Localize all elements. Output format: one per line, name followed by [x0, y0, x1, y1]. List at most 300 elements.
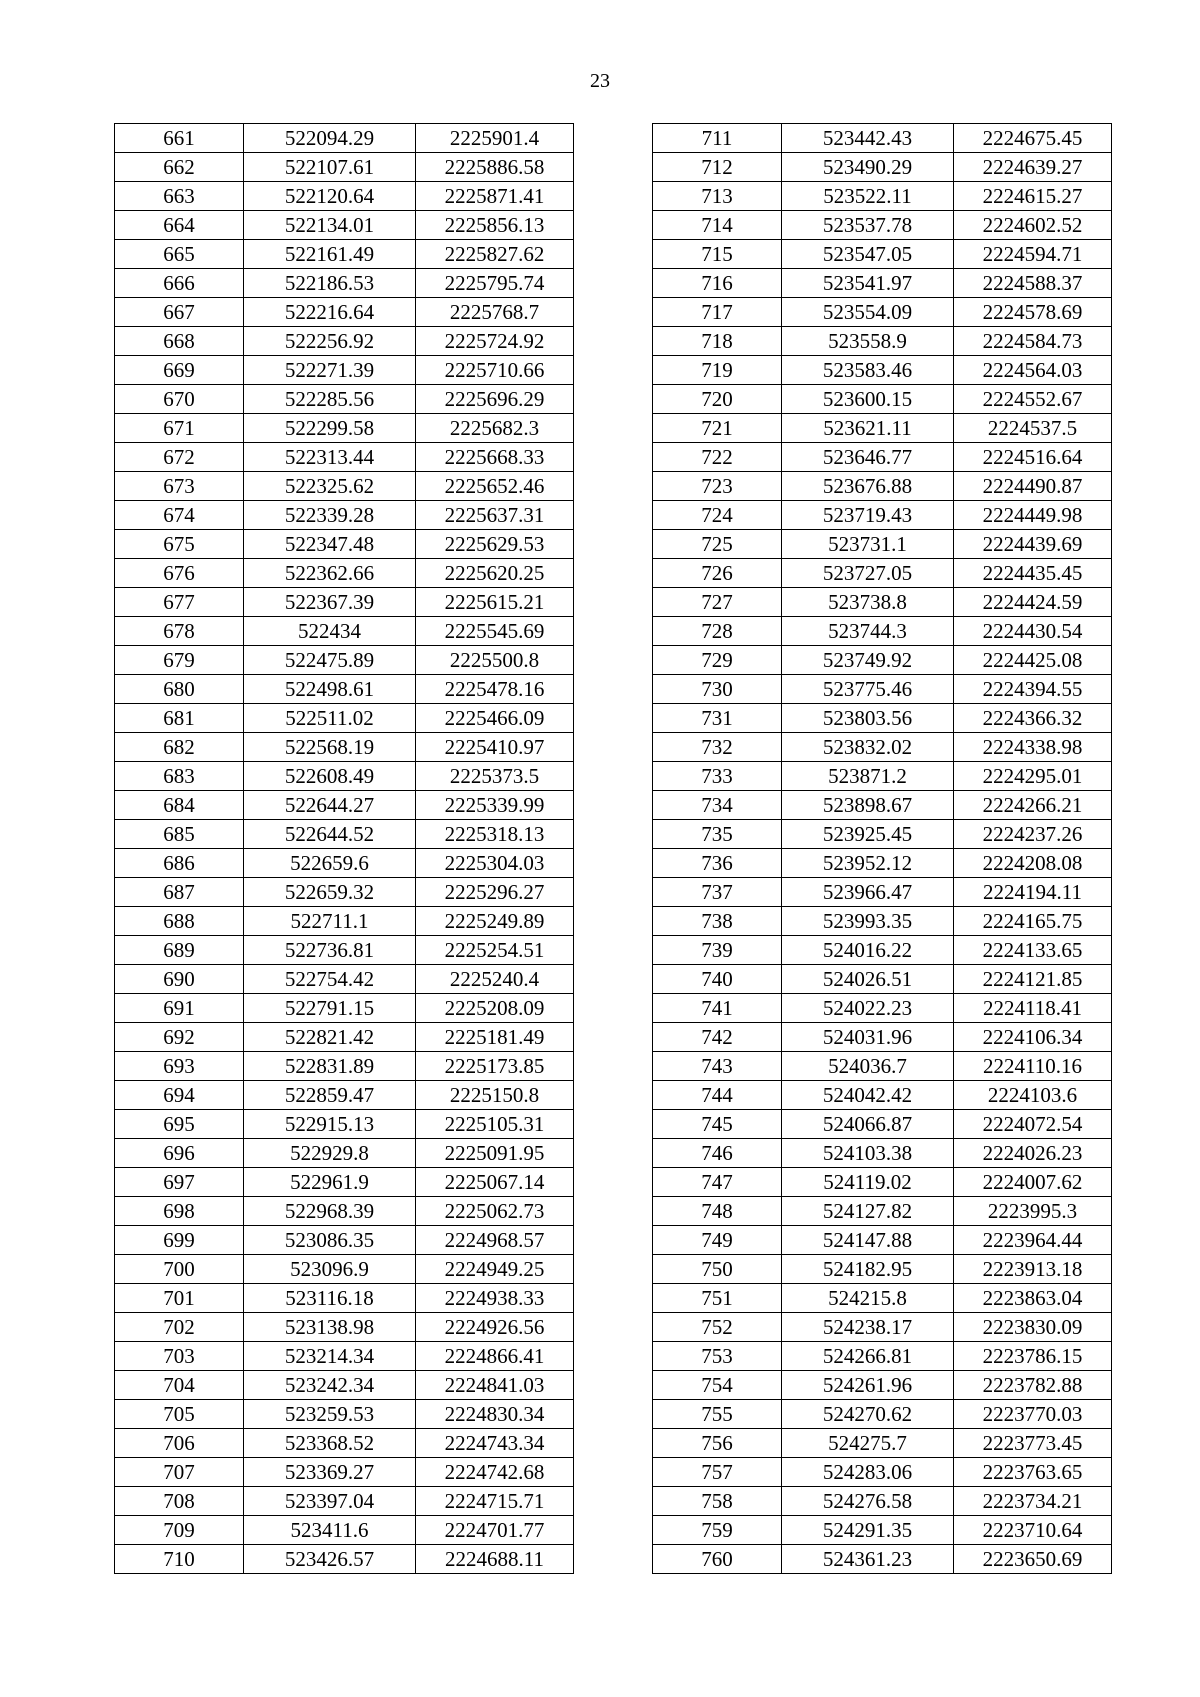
- y-coordinate-cell: 2225768.7: [416, 298, 574, 327]
- point-number-cell: 754: [653, 1371, 782, 1400]
- point-number-cell: 698: [115, 1197, 244, 1226]
- table-row: [653, 1458, 1112, 1487]
- table-row: [653, 1342, 1112, 1371]
- table-row: [653, 240, 1112, 269]
- y-coordinate-cell: 2224866.41: [416, 1342, 574, 1371]
- table-row: [115, 1284, 574, 1313]
- point-number-cell: 679: [115, 646, 244, 675]
- point-number-cell: 720: [653, 385, 782, 414]
- x-coordinate-cell: 523138.98: [244, 1313, 416, 1342]
- table-row: [115, 936, 574, 965]
- point-number-cell: 706: [115, 1429, 244, 1458]
- x-coordinate-cell: 522134.01: [244, 211, 416, 240]
- x-coordinate-cell: 522831.89: [244, 1052, 416, 1081]
- x-coordinate-cell: 523096.9: [244, 1255, 416, 1284]
- point-number-cell: 732: [653, 733, 782, 762]
- point-number-cell: 734: [653, 791, 782, 820]
- x-coordinate-cell: 523426.57: [244, 1545, 416, 1574]
- y-coordinate-cell: 2224266.21: [954, 791, 1112, 820]
- y-coordinate-cell: 2224072.54: [954, 1110, 1112, 1139]
- y-coordinate-cell: 2224602.52: [954, 211, 1112, 240]
- x-coordinate-cell: 523369.27: [244, 1458, 416, 1487]
- table-row: [653, 1400, 1112, 1429]
- point-number-cell: 675: [115, 530, 244, 559]
- point-number-cell: 727: [653, 588, 782, 617]
- x-coordinate-cell: 524031.96: [782, 1023, 954, 1052]
- point-number-cell: 693: [115, 1052, 244, 1081]
- x-coordinate-cell: 523646.77: [782, 443, 954, 472]
- x-coordinate-cell: 522325.62: [244, 472, 416, 501]
- x-coordinate-cell: 522968.39: [244, 1197, 416, 1226]
- point-number-cell: 715: [653, 240, 782, 269]
- table-row: [653, 820, 1112, 849]
- y-coordinate-cell: 2224552.67: [954, 385, 1112, 414]
- table-row: [653, 211, 1112, 240]
- x-coordinate-cell: 522256.92: [244, 327, 416, 356]
- y-coordinate-cell: 2225249.89: [416, 907, 574, 936]
- y-coordinate-cell: 2225339.99: [416, 791, 574, 820]
- y-coordinate-cell: 2224237.26: [954, 820, 1112, 849]
- table-row: [653, 1516, 1112, 1545]
- y-coordinate-cell: 2224968.57: [416, 1226, 574, 1255]
- point-number-cell: 678: [115, 617, 244, 646]
- table-row: [115, 1371, 574, 1400]
- point-number-cell: 743: [653, 1052, 782, 1081]
- point-number-cell: 709: [115, 1516, 244, 1545]
- x-coordinate-cell: 524270.62: [782, 1400, 954, 1429]
- x-coordinate-cell: 523731.1: [782, 530, 954, 559]
- x-coordinate-cell: 523871.2: [782, 762, 954, 791]
- x-coordinate-cell: 524276.58: [782, 1487, 954, 1516]
- y-coordinate-cell: 2224424.59: [954, 588, 1112, 617]
- table-row: [653, 443, 1112, 472]
- x-coordinate-cell: 524016.22: [782, 936, 954, 965]
- table-row: [115, 1458, 574, 1487]
- point-number-cell: 681: [115, 704, 244, 733]
- point-number-cell: 663: [115, 182, 244, 211]
- table-row: [115, 849, 574, 878]
- y-coordinate-cell: 2223782.88: [954, 1371, 1112, 1400]
- table-row: [653, 762, 1112, 791]
- y-coordinate-cell: 2224394.55: [954, 675, 1112, 704]
- y-coordinate-cell: 2224594.71: [954, 240, 1112, 269]
- point-number-cell: 666: [115, 269, 244, 298]
- point-number-cell: 742: [653, 1023, 782, 1052]
- table-row: [115, 1400, 574, 1429]
- y-coordinate-cell: 2224133.65: [954, 936, 1112, 965]
- x-coordinate-cell: 522711.1: [244, 907, 416, 936]
- y-coordinate-cell: 2223710.64: [954, 1516, 1112, 1545]
- table-row: [653, 298, 1112, 327]
- x-coordinate-cell: 524036.7: [782, 1052, 954, 1081]
- table-row: [653, 501, 1112, 530]
- table-row: [115, 820, 574, 849]
- y-coordinate-cell: 2225696.29: [416, 385, 574, 414]
- table-row: [115, 1023, 574, 1052]
- point-number-cell: 710: [115, 1545, 244, 1574]
- y-coordinate-cell: 2225254.51: [416, 936, 574, 965]
- table-row: [653, 1081, 1112, 1110]
- y-coordinate-cell: 2225150.8: [416, 1081, 574, 1110]
- y-coordinate-cell: 2224701.77: [416, 1516, 574, 1545]
- coordinate-table-right: [652, 123, 1112, 1574]
- x-coordinate-cell: 524182.95: [782, 1255, 954, 1284]
- point-number-cell: 692: [115, 1023, 244, 1052]
- table-row: [653, 530, 1112, 559]
- table-row: [115, 1429, 574, 1458]
- point-number-cell: 746: [653, 1139, 782, 1168]
- x-coordinate-cell: 522120.64: [244, 182, 416, 211]
- page-number: 23: [590, 70, 610, 92]
- x-coordinate-cell: 522299.58: [244, 414, 416, 443]
- x-coordinate-cell: 522313.44: [244, 443, 416, 472]
- y-coordinate-cell: 2225318.13: [416, 820, 574, 849]
- table-row: [653, 124, 1112, 153]
- y-coordinate-cell: 2224926.56: [416, 1313, 574, 1342]
- table-row: [653, 1487, 1112, 1516]
- y-coordinate-cell: 2224026.23: [954, 1139, 1112, 1168]
- y-coordinate-cell: 2224938.33: [416, 1284, 574, 1313]
- point-number-cell: 711: [653, 124, 782, 153]
- y-coordinate-cell: 2224830.34: [416, 1400, 574, 1429]
- point-number-cell: 683: [115, 762, 244, 791]
- table-row: [115, 124, 574, 153]
- y-coordinate-cell: 2225856.13: [416, 211, 574, 240]
- point-number-cell: 695: [115, 1110, 244, 1139]
- point-number-cell: 759: [653, 1516, 782, 1545]
- table-row: [115, 762, 574, 791]
- point-number-cell: 714: [653, 211, 782, 240]
- x-coordinate-cell: 522791.15: [244, 994, 416, 1023]
- table-row: [115, 1139, 574, 1168]
- table-row: [653, 617, 1112, 646]
- y-coordinate-cell: 2224121.85: [954, 965, 1112, 994]
- y-coordinate-cell: 2225181.49: [416, 1023, 574, 1052]
- point-number-cell: 760: [653, 1545, 782, 1574]
- table-row: [653, 1429, 1112, 1458]
- table-row: [653, 1255, 1112, 1284]
- point-number-cell: 680: [115, 675, 244, 704]
- x-coordinate-cell: 522511.02: [244, 704, 416, 733]
- y-coordinate-cell: 2224165.75: [954, 907, 1112, 936]
- y-coordinate-cell: 2224106.34: [954, 1023, 1112, 1052]
- y-coordinate-cell: 2224949.25: [416, 1255, 574, 1284]
- table-row: [115, 1255, 574, 1284]
- y-coordinate-cell: 2223995.3: [954, 1197, 1112, 1226]
- y-coordinate-cell: 2224715.71: [416, 1487, 574, 1516]
- point-number-cell: 750: [653, 1255, 782, 1284]
- x-coordinate-cell: 523676.88: [782, 472, 954, 501]
- point-number-cell: 722: [653, 443, 782, 472]
- y-coordinate-cell: 2225620.25: [416, 559, 574, 588]
- x-coordinate-cell: 522859.47: [244, 1081, 416, 1110]
- point-number-cell: 741: [653, 994, 782, 1023]
- x-coordinate-cell: 523558.9: [782, 327, 954, 356]
- y-coordinate-cell: 2224490.87: [954, 472, 1112, 501]
- y-coordinate-cell: 2225091.95: [416, 1139, 574, 1168]
- y-coordinate-cell: 2224449.98: [954, 501, 1112, 530]
- point-number-cell: 756: [653, 1429, 782, 1458]
- x-coordinate-cell: 522644.27: [244, 791, 416, 820]
- y-coordinate-cell: 2225067.14: [416, 1168, 574, 1197]
- x-coordinate-cell: 523744.3: [782, 617, 954, 646]
- point-number-cell: 728: [653, 617, 782, 646]
- point-number-cell: 723: [653, 472, 782, 501]
- y-coordinate-cell: 2225173.85: [416, 1052, 574, 1081]
- table-row: [115, 733, 574, 762]
- y-coordinate-cell: 2225373.5: [416, 762, 574, 791]
- point-number-cell: 707: [115, 1458, 244, 1487]
- x-coordinate-cell: 523621.11: [782, 414, 954, 443]
- x-coordinate-cell: 524066.87: [782, 1110, 954, 1139]
- point-number-cell: 748: [653, 1197, 782, 1226]
- x-coordinate-cell: 523583.46: [782, 356, 954, 385]
- table-row: [653, 965, 1112, 994]
- y-coordinate-cell: 2225724.92: [416, 327, 574, 356]
- point-number-cell: 696: [115, 1139, 244, 1168]
- y-coordinate-cell: 2225795.74: [416, 269, 574, 298]
- x-coordinate-cell: 522094.29: [244, 124, 416, 153]
- point-number-cell: 749: [653, 1226, 782, 1255]
- table-row: [115, 240, 574, 269]
- table-row: [115, 1313, 574, 1342]
- x-coordinate-cell: 522821.42: [244, 1023, 416, 1052]
- y-coordinate-cell: 2224118.41: [954, 994, 1112, 1023]
- table-row: [115, 327, 574, 356]
- x-coordinate-cell: 522339.28: [244, 501, 416, 530]
- y-coordinate-cell: 2225668.33: [416, 443, 574, 472]
- y-coordinate-cell: 2225208.09: [416, 994, 574, 1023]
- x-coordinate-cell: 522285.56: [244, 385, 416, 414]
- point-number-cell: 725: [653, 530, 782, 559]
- point-number-cell: 684: [115, 791, 244, 820]
- y-coordinate-cell: 2224841.03: [416, 1371, 574, 1400]
- y-coordinate-cell: 2223863.04: [954, 1284, 1112, 1313]
- x-coordinate-cell: 523537.78: [782, 211, 954, 240]
- x-coordinate-cell: 524275.7: [782, 1429, 954, 1458]
- point-number-cell: 697: [115, 1168, 244, 1197]
- table-row: [653, 327, 1112, 356]
- y-coordinate-cell: 2224639.27: [954, 153, 1112, 182]
- point-number-cell: 699: [115, 1226, 244, 1255]
- y-coordinate-cell: 2225062.73: [416, 1197, 574, 1226]
- x-coordinate-cell: 522271.39: [244, 356, 416, 385]
- y-coordinate-cell: 2225545.69: [416, 617, 574, 646]
- x-coordinate-cell: 523738.8: [782, 588, 954, 617]
- y-coordinate-cell: 2224588.37: [954, 269, 1112, 298]
- point-number-cell: 682: [115, 733, 244, 762]
- x-coordinate-cell: 523522.11: [782, 182, 954, 211]
- point-number-cell: 713: [653, 182, 782, 211]
- point-number-cell: 674: [115, 501, 244, 530]
- y-coordinate-cell: 2225500.8: [416, 646, 574, 675]
- y-coordinate-cell: 2223734.21: [954, 1487, 1112, 1516]
- x-coordinate-cell: 523086.35: [244, 1226, 416, 1255]
- point-number-cell: 726: [653, 559, 782, 588]
- x-coordinate-cell: 522107.61: [244, 153, 416, 182]
- point-number-cell: 672: [115, 443, 244, 472]
- y-coordinate-cell: 2225240.4: [416, 965, 574, 994]
- point-number-cell: 739: [653, 936, 782, 965]
- x-coordinate-cell: 522929.8: [244, 1139, 416, 1168]
- point-number-cell: 730: [653, 675, 782, 704]
- point-number-cell: 733: [653, 762, 782, 791]
- point-number-cell: 689: [115, 936, 244, 965]
- y-coordinate-cell: 2224516.64: [954, 443, 1112, 472]
- y-coordinate-cell: 2225615.21: [416, 588, 574, 617]
- point-number-cell: 740: [653, 965, 782, 994]
- x-coordinate-cell: 522568.19: [244, 733, 416, 762]
- table-row: [115, 211, 574, 240]
- point-number-cell: 705: [115, 1400, 244, 1429]
- table-row: [115, 298, 574, 327]
- y-coordinate-cell: 2223763.65: [954, 1458, 1112, 1487]
- x-coordinate-cell: 522216.64: [244, 298, 416, 327]
- x-coordinate-cell: 522644.52: [244, 820, 416, 849]
- table-row: [115, 1081, 574, 1110]
- point-number-cell: 700: [115, 1255, 244, 1284]
- table-row: [115, 791, 574, 820]
- point-number-cell: 691: [115, 994, 244, 1023]
- x-coordinate-cell: 522961.9: [244, 1168, 416, 1197]
- table-row: [653, 1023, 1112, 1052]
- x-coordinate-cell: 522736.81: [244, 936, 416, 965]
- point-number-cell: 751: [653, 1284, 782, 1313]
- table-row: [115, 1487, 574, 1516]
- point-number-cell: 690: [115, 965, 244, 994]
- x-coordinate-cell: 523442.43: [782, 124, 954, 153]
- y-coordinate-cell: 2225304.03: [416, 849, 574, 878]
- point-number-cell: 758: [653, 1487, 782, 1516]
- y-coordinate-cell: 2224688.11: [416, 1545, 574, 1574]
- y-coordinate-cell: 2225652.46: [416, 472, 574, 501]
- x-coordinate-cell: 522754.42: [244, 965, 416, 994]
- y-coordinate-cell: 2224194.11: [954, 878, 1112, 907]
- y-coordinate-cell: 2224742.68: [416, 1458, 574, 1487]
- point-number-cell: 670: [115, 385, 244, 414]
- x-coordinate-cell: 523541.97: [782, 269, 954, 298]
- x-coordinate-cell: 523727.05: [782, 559, 954, 588]
- table-row: [115, 1168, 574, 1197]
- x-coordinate-cell: 523600.15: [782, 385, 954, 414]
- point-number-cell: 688: [115, 907, 244, 936]
- x-coordinate-cell: 522347.48: [244, 530, 416, 559]
- y-coordinate-cell: 2225296.27: [416, 878, 574, 907]
- table-row: [115, 704, 574, 733]
- x-coordinate-cell: 524283.06: [782, 1458, 954, 1487]
- table-row: [653, 269, 1112, 298]
- y-coordinate-cell: 2225105.31: [416, 1110, 574, 1139]
- table-row: [115, 617, 574, 646]
- table-row: [653, 153, 1112, 182]
- point-number-cell: 686: [115, 849, 244, 878]
- table-row: [653, 791, 1112, 820]
- x-coordinate-cell: 522608.49: [244, 762, 416, 791]
- table-row: [115, 1226, 574, 1255]
- y-coordinate-cell: 2225901.4: [416, 124, 574, 153]
- y-coordinate-cell: 2225410.97: [416, 733, 574, 762]
- y-coordinate-cell: 2224208.08: [954, 849, 1112, 878]
- x-coordinate-cell: 524042.42: [782, 1081, 954, 1110]
- table-row: [115, 414, 574, 443]
- table-row: [115, 182, 574, 211]
- table-row: [653, 907, 1112, 936]
- point-number-cell: 753: [653, 1342, 782, 1371]
- x-coordinate-cell: 524022.23: [782, 994, 954, 1023]
- x-coordinate-cell: 523803.56: [782, 704, 954, 733]
- x-coordinate-cell: 523116.18: [244, 1284, 416, 1313]
- table-row: [653, 472, 1112, 501]
- y-coordinate-cell: 2224295.01: [954, 762, 1112, 791]
- table-row: [115, 443, 574, 472]
- point-number-cell: 735: [653, 820, 782, 849]
- point-number-cell: 744: [653, 1081, 782, 1110]
- y-coordinate-cell: 2225466.09: [416, 704, 574, 733]
- point-number-cell: 737: [653, 878, 782, 907]
- x-coordinate-cell: 524361.23: [782, 1545, 954, 1574]
- x-coordinate-cell: 523368.52: [244, 1429, 416, 1458]
- x-coordinate-cell: 524147.88: [782, 1226, 954, 1255]
- y-coordinate-cell: 2224743.34: [416, 1429, 574, 1458]
- y-coordinate-cell: 2223786.15: [954, 1342, 1112, 1371]
- table-row: [115, 530, 574, 559]
- x-coordinate-cell: 522659.6: [244, 849, 416, 878]
- x-coordinate-cell: 523775.46: [782, 675, 954, 704]
- table-row: [653, 704, 1112, 733]
- table-row: [115, 472, 574, 501]
- y-coordinate-cell: 2223964.44: [954, 1226, 1112, 1255]
- point-number-cell: 724: [653, 501, 782, 530]
- x-coordinate-cell: 522161.49: [244, 240, 416, 269]
- y-coordinate-cell: 2224537.5: [954, 414, 1112, 443]
- y-coordinate-cell: 2224615.27: [954, 182, 1112, 211]
- point-number-cell: 729: [653, 646, 782, 675]
- y-coordinate-cell: 2224439.69: [954, 530, 1112, 559]
- x-coordinate-cell: 522659.32: [244, 878, 416, 907]
- x-coordinate-cell: 524119.02: [782, 1168, 954, 1197]
- y-coordinate-cell: 2224435.45: [954, 559, 1112, 588]
- y-coordinate-cell: 2223650.69: [954, 1545, 1112, 1574]
- point-number-cell: 671: [115, 414, 244, 443]
- x-coordinate-cell: 524261.96: [782, 1371, 954, 1400]
- y-coordinate-cell: 2224007.62: [954, 1168, 1112, 1197]
- point-number-cell: 717: [653, 298, 782, 327]
- y-coordinate-cell: 2225629.53: [416, 530, 574, 559]
- table-row: [653, 1284, 1112, 1313]
- y-coordinate-cell: 2224564.03: [954, 356, 1112, 385]
- x-coordinate-cell: 524026.51: [782, 965, 954, 994]
- table-row: [653, 878, 1112, 907]
- y-coordinate-cell: 2224103.6: [954, 1081, 1112, 1110]
- x-coordinate-cell: 523749.92: [782, 646, 954, 675]
- point-number-cell: 673: [115, 472, 244, 501]
- y-coordinate-cell: 2225637.31: [416, 501, 574, 530]
- point-number-cell: 708: [115, 1487, 244, 1516]
- y-coordinate-cell: 2224675.45: [954, 124, 1112, 153]
- table-row: [653, 385, 1112, 414]
- x-coordinate-cell: 523925.45: [782, 820, 954, 849]
- coordinate-table-left: [114, 123, 574, 1574]
- table-row: [115, 559, 574, 588]
- y-coordinate-cell: 2223773.45: [954, 1429, 1112, 1458]
- table-row: [653, 1052, 1112, 1081]
- y-coordinate-cell: 2224338.98: [954, 733, 1112, 762]
- x-coordinate-cell: 523547.05: [782, 240, 954, 269]
- point-number-cell: 712: [653, 153, 782, 182]
- x-coordinate-cell: 523966.47: [782, 878, 954, 907]
- table-row: [653, 1313, 1112, 1342]
- point-number-cell: 704: [115, 1371, 244, 1400]
